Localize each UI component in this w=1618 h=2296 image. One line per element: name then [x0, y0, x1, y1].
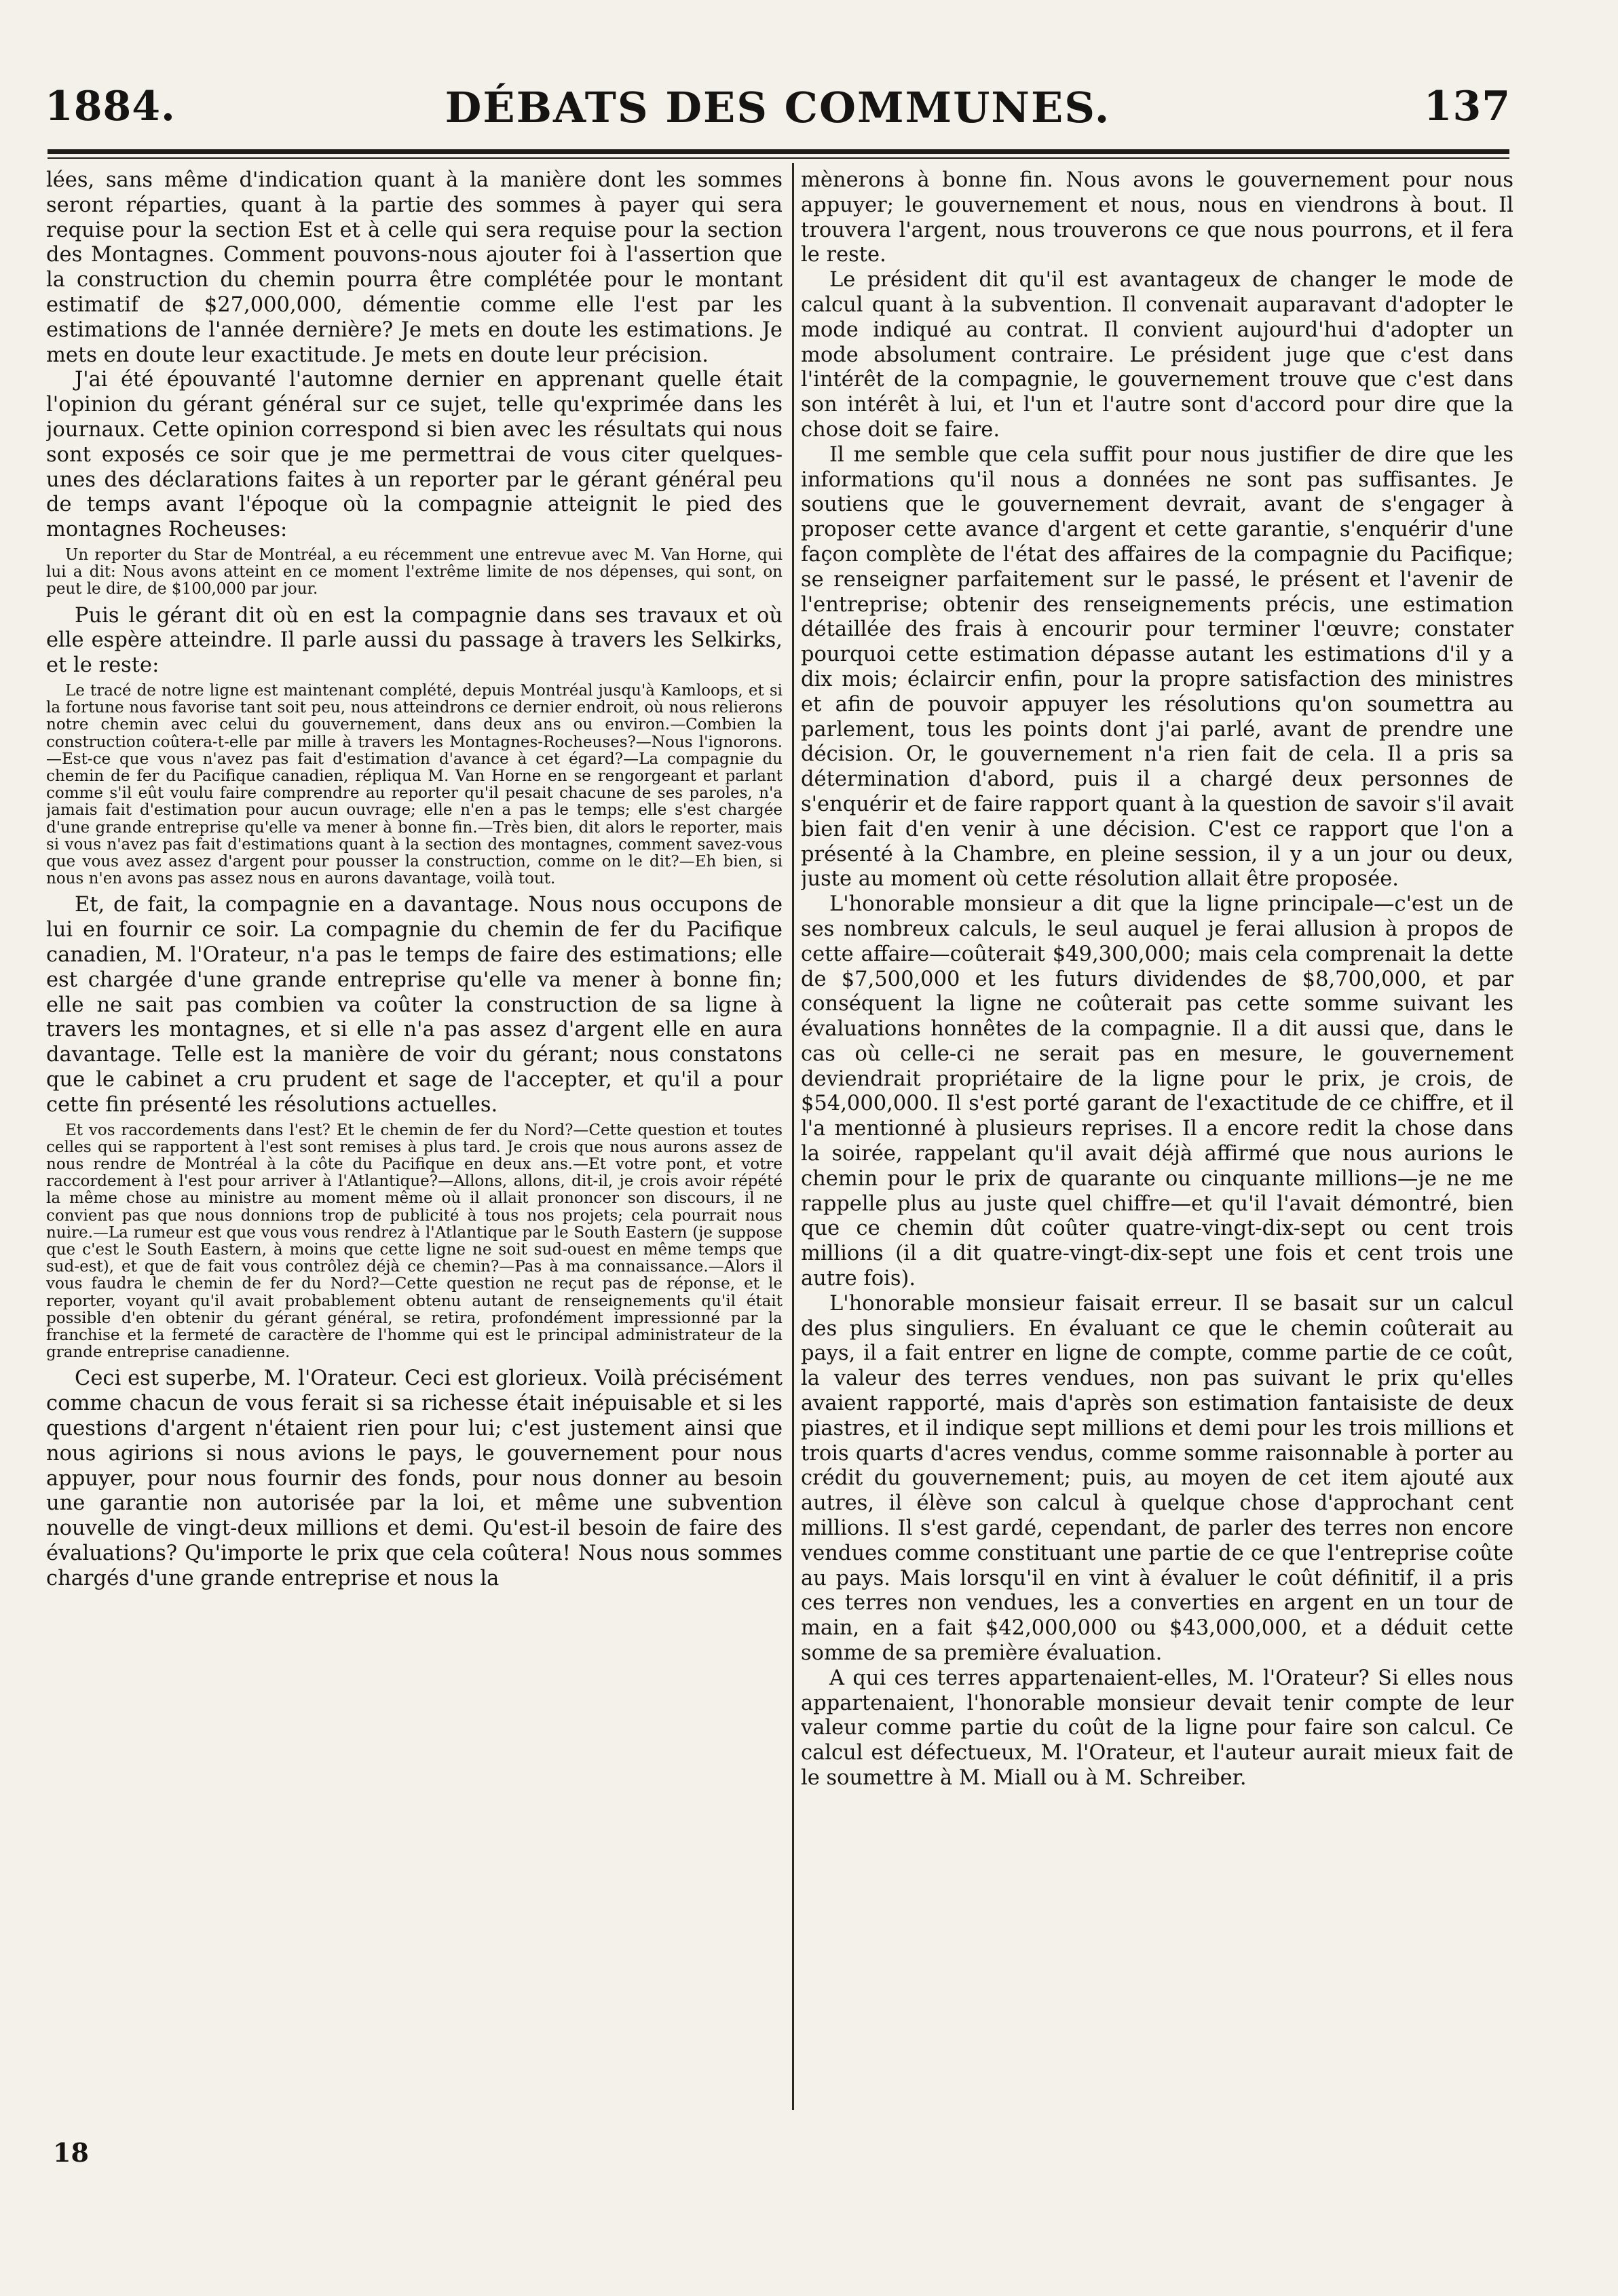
right-paragraph-4: L'honorable monsieur a dit que la ligne principale—c'est un de ses nombreux calculs, le seul auquel je ferai allusion à propos de cette affaire—coûterait $49,300,000; mais cela comprenait la dette de $7,500,000 et les futurs dividendes de $8,700,000, et par conséquent la ligne ne coûterait pas cette somme suivant les évaluations honnêtes de la compagnie. Il a dit aussi que, dans le cas où celle-ci ne serait pas en mesure, le gouvernement deviendrait propriétaire de la ligne pour le prix, je crois, de $54,000,000. Il s'est porté garant de l'exactitude de ce chiffre, et il l'a mentionné à plusieurs reprises. Il a encore redit la chose dans la soirée, rappelant qu'il avait déjà affirmé que nous aurions le chemin pour le prix de quarante ou cinquante millions—je ne me rappelle plus au juste quel chiffre—et qu'il l'avait démontré, bien que ce chemin dût coûter quatre-vingt-dix-sept ou cent trois millions (il a dit quatre-vingt-dix-sept une fois et cent trois une autre fois).: [801, 892, 1513, 1291]
left-paragraph-3: Puis le gérant dit où en est la compagnie dans ses travaux et où elle espère atteindre. Il parle aussi du passage à travers les Selkirks, et le reste:: [46, 603, 783, 678]
right-paragraph-6: A qui ces terres appartenaient-elles, M. l'Orateur? Si elles nous appartenaient, l'honorable monsieur devait tenir compte de leur valeur comme partie du coût de la ligne pour faire son calcul. Ce calcul est défectueux, M. l'Orateur, et l'auteur aurait mieux fait de le soumettre à M. Miall ou à M. Schreiber.: [801, 1666, 1513, 1790]
right-column: [801, 168, 1513, 2163]
header-title: DÉBATS DES COMMUNES.: [445, 83, 1111, 132]
quote-eastern-connections: Et vos raccordements dans l'est? Et le chemin de fer du Nord?—Cette question et toutes celles qui se rapportent à l'est sont remises à plus tard. Je crois que nous aurons assez de nous rendre de Montréal à la côte du Pacifique en deux ans.—Et votre pont, et votre raccordement à l'est pour arriver à l'Atlantique?—Allons, allons, dit-il, je crois avoir répété la même chose au ministre au moment même où il allait prononcer son discours, il ne convient pas que nous donnions trop de publicité à tous nos projets; cela pourrait nous nuire.—La rumeur est que vous vous rendrez à l'Atlantique par le South Eastern (je suppose que c'est le South Eastern, à moins que cette ligne ne soit sud-ouest en même temps que sud-est), et que de fait vous contrôlez déjà ce chemin?—Pas à ma connaissance.—Alors il vous faudra le chemin de fer du Nord?—Cette question ne reçut pas de réponse, et le reporter, voyant qu'il avait probablement obtenu autant de renseignements qu'il était possible d'en obtenir du gérant général, se retira, profondément impressionné par la franchise et la fermeté de caractère de l'homme qui est le principal administrateur de la grande entreprise canadienne.: [46, 1121, 783, 1362]
right-paragraph-1: mènerons à bonne fin. Nous avons le gouvernement pour nous appuyer; le gouvernement et nous, nous en viendrons à bout. Il trouvera l'argent, nous trouverons ce que nous pourrons, et il fera le reste.: [801, 168, 1513, 267]
quote-van-horne-interview: Un reporter du Star de Montréal, a eu récemment une entrevue avec M. Van Horne, qui lui a dit: Nous avons atteint en ce moment l'extrême limite de nos dépenses, qui sont, on peut le dire, de $100,000 par jour.: [46, 546, 783, 598]
signature-mark: 18: [53, 2137, 89, 2168]
header-rule-thin: [48, 157, 1509, 159]
page-number: 137: [1423, 83, 1511, 130]
left-paragraph-2: J'ai été épouvanté l'automne dernier en apprenant quelle était l'opinion du gérant général sur ce sujet, telle qu'exprimée dans les journaux. Cette opinion correspond si bien avec les résultats qui nous sont exposés ce soir que je me permettrai de vous citer quelques-unes des déclarations faites à un reporter par le gérant général peu de temps avant l'époque où la compagnie atteignit le pied des montagnes Rocheuses:: [46, 368, 783, 542]
right-paragraph-3: Il me semble que cela suffit pour nous justifier de dire que les informations qu'il nous a données ne sont pas suffisantes. Je soutiens que le gouvernement devrait, avant de s'engager à proposer cette avance d'argent et cette garantie, s'enquérir d'une façon complète de l'état des affaires de la compagnie du Pacifique; se renseigner parfaitement sur le passé, le présent et l'avenir de l'entreprise; obtenir des renseignements précis, une estimation détaillée des frais à encourir pour terminer l'œuvre; constater pourquoi cette estimation dépasse autant les estimations d'il y a dix mois; éclaircir enfin, pour la propre satisfaction des ministres et afin de pouvoir appuyer les résolutions qu'on soumettra au parlement, tous les points dont j'ai parlé, avant de prendre une décision. Or, le gouvernement n'a rien fait de cela. Il a pris sa détermination d'abord, puis il a chargé deux personnes de s'enquérir et de faire rapport quant à la question de savoir s'il avait bien fait d'en venir à une décision. C'est ce rapport que l'on a présenté à la Chambre, en pleine session, il y a un jour ou deux, juste au moment où cette résolution allait être proposée.: [801, 442, 1513, 892]
left-paragraph-5: Ceci est superbe, M. l'Orateur. Ceci est glorieux. Voilà précisément comme chacun de vous ferait si sa richesse était inépuisable et si les questions d'argent n'étaient rien pour lui; c'est justement ainsi que nous agirions si nous avions le pays, le gouvernement pour nous appuyer, pour nous fournir des fonds, pour nous donner au besoin une garantie non autorisée par la loi, et même une subvention nouvelle de vingt-deux millions et demi. Qu'est-il besoin de faire des évaluations? Qu'importe le prix que cela coûtera! Nous nous sommes chargés d'une grande entreprise et nous la: [46, 1366, 783, 1590]
header-rule-thick: [48, 149, 1509, 154]
quote-route-description: Le tracé de notre ligne est maintenant complété, depuis Montréal jusqu'à Kamloops, et si la fortune nous favorise tant soit peu, nous atteindrons ce dernier endroit, où nous relierons notre chemin avec celui du gouvernement, dans deux ans ou environ.—Combien la construction coûtera-t-elle par mille à travers les Montagnes-Rocheuses?—Nous l'ignorons.—Est-ce que vous n'avez pas fait d'estimation d'avance à cet égard?—La compagnie du chemin de fer du Pacifique canadien, répliqua M. Van Horne en se rengorgeant et parlant comme s'il eût voulu faire comprendre au reporter qu'il pesait chacune de ses paroles, n'a jamais fait d'estimation pour aucun ouvrage; elle n'en a pas le temps; elle s'est chargée d'une grande entreprise qu'elle va mener à bonne fin.—Très bien, dit alors le reporter, mais si vous n'avez pas fait d'estimations quant à la section des montagnes, comment savez-vous que vous avez assez d'argent pour pousser la construction, comme on le dit?—Eh bien, si nous n'en avons pas assez nous en aurons davantage, voilà tout.: [46, 681, 783, 888]
header-year: 1884.: [45, 83, 176, 130]
left-paragraph-1: lées, sans même d'indication quant à la manière dont les sommes seront réparties, quant à la partie des sommes à payer qui sera requise pour la section Est et à celle qui sera requise pour la section des Montagnes. Comment pouvons-nous ajouter foi à l'assertion que la construction du chemin pourra être complétée pour le montant estimatif de $27,000,000, démentie comme elle l'est par les estimations de l'année dernière? Je mets en doute les estimations. Je mets en doute leur exactitude. Je mets en doute leur précision.: [46, 168, 783, 367]
left-paragraph-4: Et, de fait, la compagnie en a davantage. Nous nous occupons de lui en fournir ce soir. La compagnie du chemin de fer du Pacifique canadien, M. l'Orateur, n'a pas le temps de faire des estimations; elle est chargée d'une grande entreprise qu'elle va mener à bonne fin; elle ne sait pas combien va coûter la construction de sa ligne à travers les montagnes, et si elle n'a pas assez d'argent elle en aura davantage. Telle est la manière de voir du gérant; nous constatons que le cabinet a cru prudent et sage de l'accepter, et qu'il a pour cette fin présenté les résolutions actuelles.: [46, 893, 783, 1117]
page-header: [45, 80, 1511, 142]
right-paragraph-2: Le président dit qu'il est avantageux de changer le mode de calcul quant à la subvention. Il convenait auparavant d'adopter le mode indiqué au contrat. Il convient aujourd'hui d'adopter un mode absolument contraire. Le président juge que c'est dans l'intérêt de la compagnie, le gouvernement trouve que c'est dans son intérêt à lui, et l'un et l'autre sont d'accord pour dire que la chose doit se faire.: [801, 268, 1513, 442]
right-paragraph-5: L'honorable monsieur faisait erreur. Il se basait sur un calcul des plus singuliers. En évaluant ce que le chemin coûterait au pays, il a fait entrer en ligne de compte, comme partie de ce coût, la valeur des terres vendues, non pas suivant le prix qu'elles avaient rapporté, mais d'après son estimation fantaisiste de deux piastres, et il indique sept millions et demi pour les trois millions et trois quarts d'acres vendus, comme somme raisonnable à porter au crédit du gouvernement; puis, au moyen de cet item ajouté aux autres, il élève son calcul à quelque chose d'approchant cent millions. Il s'est gardé, cependant, de parler des terres non encore vendues comme constituant une partie de ce que l'entreprise coûte au pays. Mais lorsqu'il en vint à évaluer le coût définitif, il a pris ces terres non vendues, les a converties en argent en un tour de main, en a fait $42,000,000 ou $43,000,000, et a déduit cette somme de sa première évaluation.: [801, 1291, 1513, 1666]
left-column: [46, 168, 783, 2163]
column-divider: [792, 163, 794, 2110]
